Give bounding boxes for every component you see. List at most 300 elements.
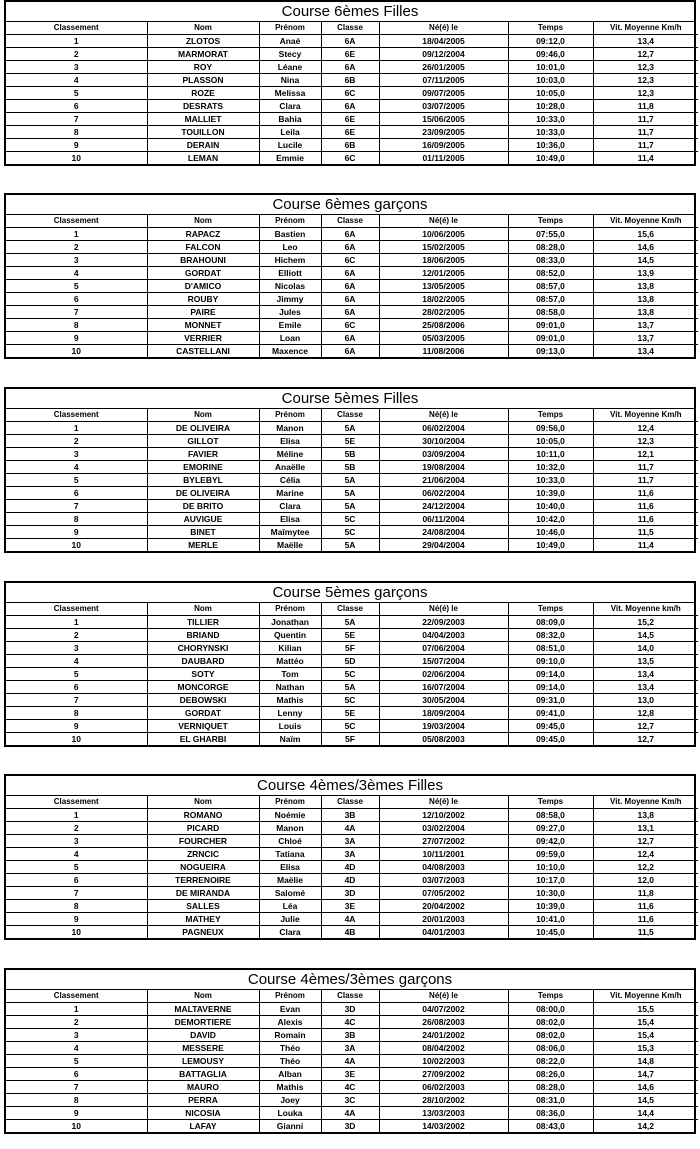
cell-rank: 7: [6, 306, 147, 319]
cell-time: 10:39,0: [508, 487, 593, 500]
table-row: [6, 720, 698, 733]
cell-rank: 10: [6, 345, 147, 358]
column-header-rank: Classement: [6, 990, 147, 1003]
cell-avg-speed: 11,6: [593, 900, 698, 913]
cell-time: 10:40,0: [508, 500, 593, 513]
cell-birth-date: 04/08/2003: [379, 861, 508, 874]
cell-last-name: VERNIQUET: [147, 720, 259, 733]
cell-class: 6A: [321, 267, 379, 280]
cell-class: 4D: [321, 861, 379, 874]
cell-first-name: Lenny: [259, 707, 321, 720]
cell-avg-speed: 11,6: [593, 487, 698, 500]
cell-birth-date: 18/04/2005: [379, 35, 508, 48]
results-table: [6, 215, 698, 357]
race-title: Course 5èmes Filles: [6, 389, 694, 409]
cell-rank: 5: [6, 668, 147, 681]
cell-avg-speed: 14,6: [593, 1081, 698, 1094]
header-row: [6, 603, 698, 616]
cell-rank: 3: [6, 642, 147, 655]
column-header-first-name: Prénom: [259, 409, 321, 422]
cell-rank: 6: [6, 100, 147, 113]
column-header-rank: Classement: [6, 409, 147, 422]
cell-rank: 9: [6, 1107, 147, 1120]
cell-last-name: DE MIRANDA: [147, 887, 259, 900]
cell-avg-speed: 13,1: [593, 822, 698, 835]
cell-class: 6A: [321, 228, 379, 241]
cell-time: 09:13,0: [508, 345, 593, 358]
column-header-class: Classe: [321, 409, 379, 422]
cell-rank: 3: [6, 254, 147, 267]
cell-last-name: DE OLIVEIRA: [147, 422, 259, 435]
cell-birth-date: 03/07/2003: [379, 874, 508, 887]
cell-rank: 3: [6, 61, 147, 74]
cell-rank: 8: [6, 707, 147, 720]
cell-rank: 2: [6, 241, 147, 254]
cell-birth-date: 04/07/2002: [379, 1003, 508, 1016]
cell-first-name: Jimmy: [259, 293, 321, 306]
table-row: [6, 241, 698, 254]
cell-rank: 5: [6, 87, 147, 100]
cell-rank: 1: [6, 35, 147, 48]
cell-birth-date: 30/10/2004: [379, 435, 508, 448]
cell-class: 5A: [321, 500, 379, 513]
column-header-last-name: Nom: [147, 215, 259, 228]
cell-avg-speed: 14,6: [593, 241, 698, 254]
table-row: [6, 74, 698, 87]
cell-rank: 10: [6, 1120, 147, 1133]
column-header-birth-date: Né(é) le: [379, 215, 508, 228]
cell-class: 6A: [321, 61, 379, 74]
cell-birth-date: 23/09/2005: [379, 126, 508, 139]
cell-rank: 9: [6, 526, 147, 539]
cell-first-name: Mathis: [259, 1081, 321, 1094]
table-row: [6, 461, 698, 474]
cell-last-name: TILLIER: [147, 616, 259, 629]
cell-time: 09:12,0: [508, 35, 593, 48]
cell-last-name: TERRENOIRE: [147, 874, 259, 887]
cell-avg-speed: 11,8: [593, 100, 698, 113]
column-header-rank: Classement: [6, 22, 147, 35]
cell-last-name: DEBOWSKI: [147, 694, 259, 707]
cell-last-name: DE BRITO: [147, 500, 259, 513]
cell-class: 4A: [321, 1055, 379, 1068]
cell-first-name: Marine: [259, 487, 321, 500]
cell-first-name: Tatiana: [259, 848, 321, 861]
cell-birth-date: 07/06/2004: [379, 642, 508, 655]
cell-avg-speed: 14,7: [593, 1068, 698, 1081]
results-table: [6, 990, 698, 1132]
cell-time: 08:57,0: [508, 293, 593, 306]
table-row: [6, 228, 698, 241]
cell-first-name: Noémie: [259, 809, 321, 822]
cell-class: 3A: [321, 1042, 379, 1055]
table-row: [6, 822, 698, 835]
cell-birth-date: 14/03/2002: [379, 1120, 508, 1133]
cell-avg-speed: 12,4: [593, 848, 698, 861]
cell-last-name: MATHEY: [147, 913, 259, 926]
race-title: Course 4èmes/3èmes garçons: [6, 970, 694, 990]
cell-time: 09:41,0: [508, 707, 593, 720]
cell-first-name: Bastien: [259, 228, 321, 241]
cell-rank: 4: [6, 1042, 147, 1055]
table-row: [6, 926, 698, 939]
cell-time: 09:14,0: [508, 668, 593, 681]
cell-first-name: Elisa: [259, 861, 321, 874]
cell-class: 3A: [321, 835, 379, 848]
cell-last-name: ROUBY: [147, 293, 259, 306]
race-title: Course 4èmes/3èmes Filles: [6, 776, 694, 796]
cell-time: 08:02,0: [508, 1029, 593, 1042]
cell-birth-date: 24/08/2004: [379, 526, 508, 539]
table-row: [6, 1120, 698, 1133]
table-row: [6, 280, 698, 293]
cell-birth-date: 16/07/2004: [379, 681, 508, 694]
cell-class: 3D: [321, 1003, 379, 1016]
cell-rank: 9: [6, 913, 147, 926]
cell-class: 5A: [321, 422, 379, 435]
cell-avg-speed: 12,3: [593, 87, 698, 100]
cell-first-name: Louis: [259, 720, 321, 733]
table-row: [6, 345, 698, 358]
table-row: [6, 655, 698, 668]
column-header-birth-date: Né(é) le: [379, 409, 508, 422]
cell-class: 6C: [321, 152, 379, 165]
cell-first-name: Elisa: [259, 513, 321, 526]
cell-first-name: Théo: [259, 1055, 321, 1068]
cell-last-name: PAIRE: [147, 306, 259, 319]
table-row: [6, 1081, 698, 1094]
cell-last-name: MALTAVERNE: [147, 1003, 259, 1016]
cell-rank: 1: [6, 1003, 147, 1016]
column-header-birth-date: Né(é) le: [379, 990, 508, 1003]
cell-rank: 6: [6, 293, 147, 306]
cell-first-name: Clara: [259, 100, 321, 113]
column-header-time: Temps: [508, 22, 593, 35]
cell-first-name: Elliott: [259, 267, 321, 280]
cell-birth-date: 12/10/2002: [379, 809, 508, 822]
column-header-first-name: Prénom: [259, 603, 321, 616]
cell-last-name: PERRA: [147, 1094, 259, 1107]
race-course-4emes-3emes-filles: [4, 774, 696, 940]
cell-last-name: DESRATS: [147, 100, 259, 113]
cell-birth-date: 27/07/2002: [379, 835, 508, 848]
cell-rank: 3: [6, 448, 147, 461]
cell-time: 08:52,0: [508, 267, 593, 280]
cell-last-name: MONNET: [147, 319, 259, 332]
cell-rank: 1: [6, 422, 147, 435]
cell-avg-speed: 15,5: [593, 1003, 698, 1016]
cell-class: 6A: [321, 35, 379, 48]
cell-first-name: Mathis: [259, 694, 321, 707]
cell-last-name: PAGNEUX: [147, 926, 259, 939]
cell-class: 3C: [321, 1094, 379, 1107]
cell-last-name: FOURCHER: [147, 835, 259, 848]
cell-rank: 9: [6, 332, 147, 345]
cell-avg-speed: 11,4: [593, 152, 698, 165]
cell-last-name: PLASSON: [147, 74, 259, 87]
cell-time: 09:59,0: [508, 848, 593, 861]
cell-birth-date: 12/01/2005: [379, 267, 508, 280]
cell-rank: 10: [6, 733, 147, 746]
cell-class: 4C: [321, 1081, 379, 1094]
table-row: [6, 848, 698, 861]
column-header-first-name: Prénom: [259, 990, 321, 1003]
column-header-birth-date: Né(é) le: [379, 796, 508, 809]
column-header-class: Classe: [321, 22, 379, 35]
cell-birth-date: 10/02/2003: [379, 1055, 508, 1068]
cell-rank: 6: [6, 874, 147, 887]
cell-rank: 8: [6, 900, 147, 913]
cell-birth-date: 01/11/2005: [379, 152, 508, 165]
cell-class: 3E: [321, 1068, 379, 1081]
cell-last-name: LAFAY: [147, 1120, 259, 1133]
cell-class: 3D: [321, 887, 379, 900]
cell-avg-speed: 13,8: [593, 293, 698, 306]
cell-birth-date: 24/12/2004: [379, 500, 508, 513]
cell-time: 08:22,0: [508, 1055, 593, 1068]
cell-first-name: Naïm: [259, 733, 321, 746]
cell-avg-speed: 13,5: [593, 655, 698, 668]
cell-birth-date: 08/04/2002: [379, 1042, 508, 1055]
cell-avg-speed: 15,4: [593, 1016, 698, 1029]
cell-avg-speed: 12,7: [593, 733, 698, 746]
cell-avg-speed: 12,3: [593, 61, 698, 74]
cell-class: 5F: [321, 642, 379, 655]
cell-class: 6C: [321, 87, 379, 100]
cell-class: 4A: [321, 822, 379, 835]
column-header-last-name: Nom: [147, 409, 259, 422]
cell-last-name: MESSERE: [147, 1042, 259, 1055]
cell-birth-date: 20/04/2002: [379, 900, 508, 913]
cell-avg-speed: 12,7: [593, 720, 698, 733]
cell-rank: 2: [6, 822, 147, 835]
cell-first-name: Nicolas: [259, 280, 321, 293]
cell-rank: 8: [6, 513, 147, 526]
cell-time: 09:45,0: [508, 733, 593, 746]
table-row: [6, 1016, 698, 1029]
cell-last-name: CHORYNSKI: [147, 642, 259, 655]
cell-time: 10:05,0: [508, 87, 593, 100]
cell-last-name: MONCORGE: [147, 681, 259, 694]
cell-rank: 5: [6, 861, 147, 874]
column-header-rank: Classement: [6, 796, 147, 809]
cell-time: 08:32,0: [508, 629, 593, 642]
cell-time: 10:49,0: [508, 539, 593, 552]
cell-birth-date: 06/02/2004: [379, 487, 508, 500]
cell-last-name: DAUBARD: [147, 655, 259, 668]
table-row: [6, 422, 698, 435]
cell-avg-speed: 12,7: [593, 835, 698, 848]
cell-class: 5C: [321, 720, 379, 733]
cell-rank: 7: [6, 887, 147, 900]
cell-first-name: Maëlie: [259, 874, 321, 887]
cell-avg-speed: 11,6: [593, 500, 698, 513]
cell-first-name: Lucile: [259, 139, 321, 152]
column-header-last-name: Nom: [147, 796, 259, 809]
cell-last-name: BATTAGLIA: [147, 1068, 259, 1081]
cell-avg-speed: 12,7: [593, 48, 698, 61]
cell-class: 4D: [321, 874, 379, 887]
cell-rank: 7: [6, 113, 147, 126]
cell-birth-date: 26/08/2003: [379, 1016, 508, 1029]
cell-avg-speed: 15,3: [593, 1042, 698, 1055]
column-header-birth-date: Né(é) le: [379, 22, 508, 35]
table-row: [6, 474, 698, 487]
cell-first-name: Anaëlle: [259, 461, 321, 474]
cell-rank: 5: [6, 1055, 147, 1068]
cell-first-name: Emmie: [259, 152, 321, 165]
cell-class: 4B: [321, 926, 379, 939]
table-row: [6, 913, 698, 926]
cell-first-name: Joey: [259, 1094, 321, 1107]
column-header-first-name: Prénom: [259, 796, 321, 809]
cell-avg-speed: 14,5: [593, 1094, 698, 1107]
cell-first-name: Leila: [259, 126, 321, 139]
table-row: [6, 733, 698, 746]
cell-class: 6E: [321, 113, 379, 126]
cell-time: 08:06,0: [508, 1042, 593, 1055]
cell-last-name: EL GHARBI: [147, 733, 259, 746]
cell-time: 08:00,0: [508, 1003, 593, 1016]
cell-rank: 9: [6, 139, 147, 152]
cell-avg-speed: 13,4: [593, 668, 698, 681]
cell-first-name: Loan: [259, 332, 321, 345]
cell-first-name: Chloé: [259, 835, 321, 848]
results-table: [6, 603, 698, 745]
cell-avg-speed: 12,4: [593, 422, 698, 435]
cell-first-name: Méline: [259, 448, 321, 461]
column-header-time: Temps: [508, 215, 593, 228]
cell-time: 09:27,0: [508, 822, 593, 835]
cell-class: 3A: [321, 848, 379, 861]
cell-rank: 10: [6, 926, 147, 939]
table-row: [6, 254, 698, 267]
cell-birth-date: 19/03/2004: [379, 720, 508, 733]
cell-birth-date: 29/04/2004: [379, 539, 508, 552]
cell-birth-date: 09/07/2005: [379, 87, 508, 100]
cell-first-name: Gianni: [259, 1120, 321, 1133]
cell-last-name: BRIAND: [147, 629, 259, 642]
table-row: [6, 100, 698, 113]
column-header-class: Classe: [321, 215, 379, 228]
cell-time: 10:33,0: [508, 113, 593, 126]
cell-avg-speed: 12,3: [593, 74, 698, 87]
table-row: [6, 48, 698, 61]
cell-birth-date: 02/06/2004: [379, 668, 508, 681]
cell-first-name: Tom: [259, 668, 321, 681]
table-row: [6, 267, 698, 280]
cell-first-name: Clara: [259, 500, 321, 513]
table-row: [6, 1029, 698, 1042]
cell-time: 08:58,0: [508, 809, 593, 822]
cell-class: 5B: [321, 461, 379, 474]
cell-time: 09:10,0: [508, 655, 593, 668]
table-row: [6, 113, 698, 126]
cell-time: 10:32,0: [508, 461, 593, 474]
cell-last-name: ROMANO: [147, 809, 259, 822]
cell-class: 6B: [321, 139, 379, 152]
column-header-class: Classe: [321, 990, 379, 1003]
cell-first-name: Maxence: [259, 345, 321, 358]
cell-birth-date: 05/08/2003: [379, 733, 508, 746]
cell-birth-date: 09/12/2004: [379, 48, 508, 61]
cell-avg-speed: 15,6: [593, 228, 698, 241]
table-row: [6, 293, 698, 306]
cell-last-name: LEMAN: [147, 152, 259, 165]
cell-last-name: DAVID: [147, 1029, 259, 1042]
cell-class: 5A: [321, 681, 379, 694]
table-row: [6, 642, 698, 655]
column-header-avg-speed: Vit. Moyenne Km/h: [593, 22, 698, 35]
cell-rank: 1: [6, 616, 147, 629]
cell-class: 3D: [321, 1120, 379, 1133]
cell-rank: 2: [6, 48, 147, 61]
results-table: [6, 796, 698, 938]
table-row: [6, 61, 698, 74]
table-row: [6, 513, 698, 526]
column-header-first-name: Prénom: [259, 215, 321, 228]
cell-first-name: Anaé: [259, 35, 321, 48]
cell-rank: 4: [6, 461, 147, 474]
cell-time: 07:55,0: [508, 228, 593, 241]
table-row: [6, 629, 698, 642]
cell-rank: 6: [6, 487, 147, 500]
cell-birth-date: 28/02/2005: [379, 306, 508, 319]
cell-avg-speed: 13,0: [593, 694, 698, 707]
cell-time: 10:49,0: [508, 152, 593, 165]
cell-first-name: Alban: [259, 1068, 321, 1081]
cell-time: 08:33,0: [508, 254, 593, 267]
cell-birth-date: 06/02/2004: [379, 422, 508, 435]
cell-avg-speed: 14,0: [593, 642, 698, 655]
cell-last-name: AUVIGUE: [147, 513, 259, 526]
table-row: [6, 616, 698, 629]
cell-rank: 1: [6, 809, 147, 822]
cell-avg-speed: 13,4: [593, 681, 698, 694]
cell-birth-date: 04/01/2003: [379, 926, 508, 939]
cell-time: 10:41,0: [508, 913, 593, 926]
cell-rank: 4: [6, 848, 147, 861]
cell-birth-date: 15/06/2005: [379, 113, 508, 126]
cell-class: 3B: [321, 809, 379, 822]
cell-birth-date: 19/08/2004: [379, 461, 508, 474]
cell-avg-speed: 11,5: [593, 526, 698, 539]
cell-class: 5E: [321, 707, 379, 720]
cell-class: 3B: [321, 1029, 379, 1042]
cell-birth-date: 11/08/2006: [379, 345, 508, 358]
table-row: [6, 126, 698, 139]
cell-rank: 4: [6, 655, 147, 668]
table-row: [6, 306, 698, 319]
cell-class: 4A: [321, 913, 379, 926]
cell-time: 10:05,0: [508, 435, 593, 448]
cell-first-name: Kilian: [259, 642, 321, 655]
cell-birth-date: 20/01/2003: [379, 913, 508, 926]
cell-class: 5C: [321, 694, 379, 707]
cell-first-name: Manon: [259, 422, 321, 435]
cell-birth-date: 18/02/2005: [379, 293, 508, 306]
cell-last-name: ZLOTOS: [147, 35, 259, 48]
table-row: [6, 1055, 698, 1068]
cell-class: 5A: [321, 474, 379, 487]
cell-avg-speed: 12,1: [593, 448, 698, 461]
cell-first-name: Melissa: [259, 87, 321, 100]
cell-last-name: BRAHOUNI: [147, 254, 259, 267]
race-title: Course 6èmes garçons: [6, 195, 694, 215]
cell-class: 3E: [321, 900, 379, 913]
race-course-6emes-garcons: [4, 193, 696, 359]
cell-class: 6C: [321, 319, 379, 332]
